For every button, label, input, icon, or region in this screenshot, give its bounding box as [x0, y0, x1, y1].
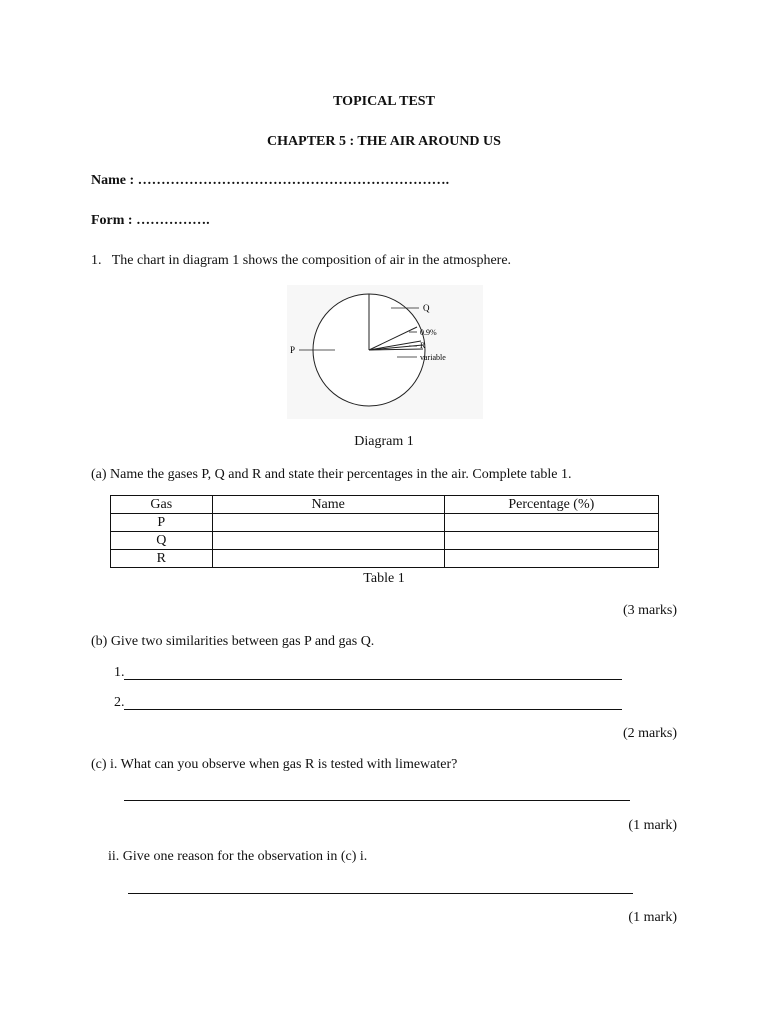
answer-line-2-label: 2. [114, 695, 125, 710]
header-percentage: Percentage (%) [444, 496, 658, 514]
test-title: TOPICAL TEST [333, 94, 435, 109]
part-b-marks: (2 marks) [622, 726, 677, 741]
table-row [111, 550, 659, 568]
part-c-i-marks: (1 mark) [628, 818, 677, 833]
answer-line-2[interactable] [124, 709, 622, 710]
header-name: Name [212, 496, 444, 514]
part-a-marks: (3 marks) [622, 603, 677, 618]
cell-gas: P [111, 514, 213, 532]
name-dots: …………………………………………………………. [137, 173, 450, 188]
label-q: Q [423, 303, 430, 313]
form-field [91, 213, 210, 229]
cell-percentage[interactable] [444, 514, 658, 532]
question-1-intro: 1. The chart in diagram 1 shows the composition of air in the atmosphere. [91, 253, 512, 268]
table-row [111, 532, 659, 550]
form-dots: ……………. [136, 213, 210, 228]
cell-percentage[interactable] [444, 532, 658, 550]
header-gas: Gas [111, 496, 213, 514]
table-caption: Table 1 [363, 571, 405, 586]
composition-pie-chart [285, 283, 485, 423]
cell-name[interactable] [212, 532, 444, 550]
chapter-title: CHAPTER 5 : THE AIR AROUND US [267, 134, 501, 149]
cell-name[interactable] [212, 514, 444, 532]
label-p: P [290, 345, 296, 355]
part-a-question: (a) Name the gases P, Q and R and state their percentages in the air. Complete table 1. [91, 467, 572, 482]
label-variable: variable [420, 353, 446, 362]
cell-gas: Q [111, 532, 213, 550]
table-row [111, 514, 659, 532]
cell-name[interactable] [212, 550, 444, 568]
part-c-ii-marks: (1 mark) [628, 910, 677, 925]
table-1 [110, 495, 659, 568]
diagram-caption: Diagram 1 [354, 434, 414, 449]
part-c-ii-question: ii. Give one reason for the observation in (c) i. [108, 849, 368, 864]
label-r: R [420, 341, 426, 350]
name-label: Name : [91, 173, 135, 188]
table-header-row [111, 496, 659, 514]
form-label: Form : [91, 213, 133, 228]
part-b-question: (b) Give two similarities between gas P and gas Q. [91, 634, 375, 649]
cell-percentage[interactable] [444, 550, 658, 568]
name-field [91, 173, 449, 189]
answer-line-c-ii[interactable] [128, 893, 633, 894]
part-c-i-question: (c) i. What can you observe when gas R is tested with limewater? [91, 757, 458, 772]
answer-line-1-label: 1. [114, 665, 125, 680]
answer-line-1[interactable] [124, 679, 622, 680]
answer-line-c-i[interactable] [124, 800, 630, 801]
cell-gas: R [111, 550, 213, 568]
label-pct: 0.9% [420, 328, 437, 337]
